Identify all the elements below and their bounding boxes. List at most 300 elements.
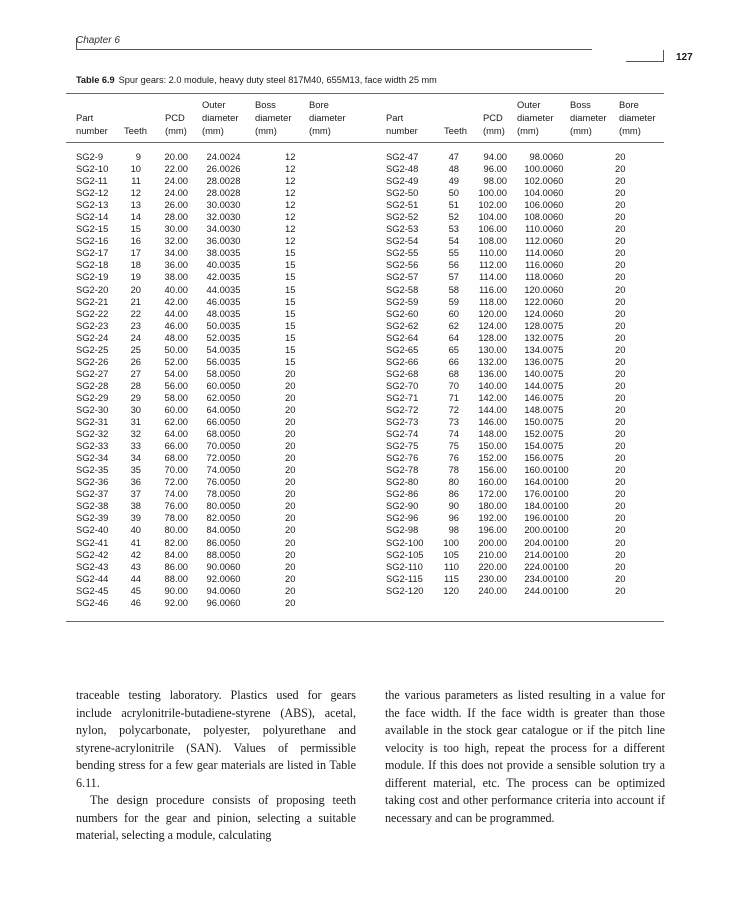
cell-part-number: SG2-90 [386,500,419,512]
cell-pcd: 34.00 [164,247,188,259]
cell-boss-diameter: 100 [553,584,569,596]
cell-part-number: SG2-62 [386,319,419,331]
cell-teeth: 42 [130,548,141,560]
cell-outer-diameter: 32.00 [206,211,230,223]
cell-boss-diameter: 60 [553,187,564,199]
cell-part-number: SG2-115 [386,572,423,584]
cell-bore-diameter: 15 [285,355,296,367]
cell-teeth: 53 [448,223,459,235]
gear-table-left [76,151,315,609]
cell-bore-diameter: 20 [285,500,296,512]
cell-teeth: 60 [448,307,459,319]
table-caption-text: Spur gears: 2.0 module, heavy duty steel 817M40, 655M13, face width 25 mm [118,75,437,85]
table-row [76,151,315,163]
cell-pcd: 66.00 [164,440,188,452]
cell-outer-diameter: 82.00 [206,512,230,524]
cell-pcd: 22.00 [164,163,188,175]
cell-part-number: SG2-80 [386,476,419,488]
cell-teeth: 74 [448,428,459,440]
cell-pcd: 104.00 [478,211,507,223]
cell-boss-diameter: 35 [230,307,241,319]
cell-part-number: SG2-26 [76,355,109,367]
cell-boss-diameter: 50 [230,452,241,464]
cell-teeth: 13 [130,199,141,211]
table-row [386,392,635,404]
cell-outer-diameter: 50.00 [206,319,230,331]
cell-teeth: 54 [448,235,459,247]
cell-outer-diameter: 114.00 [525,247,553,259]
header-part: Part number [76,112,108,136]
cell-outer-diameter: 244.00 [524,584,553,596]
cell-boss-diameter: 50 [230,428,241,440]
cell-outer-diameter: 184.00 [524,500,553,512]
cell-part-number: SG2-64 [386,331,419,343]
table-row [386,356,635,368]
cell-boss-diameter: 60 [553,307,564,319]
cell-outer-diameter: 224.00 [524,560,553,572]
cell-teeth: 28 [130,379,141,391]
cell-bore-diameter: 20 [615,355,626,367]
cell-pcd: 30.00 [164,223,188,235]
header-part: Part number [386,112,418,136]
cell-pcd: 156.00 [478,464,507,476]
cell-pcd: 82.00 [164,536,188,548]
cell-outer-diameter: 136.00 [524,355,553,367]
cell-boss-diameter: 24 [230,151,241,162]
cell-bore-diameter: 20 [615,343,626,355]
cell-part-number: SG2-65 [386,343,419,355]
cell-teeth: 105 [443,548,459,560]
cell-bore-diameter: 20 [285,560,296,572]
cell-pcd: 98.00 [483,175,507,187]
table-row [76,404,315,416]
cell-boss-diameter: 50 [230,500,241,512]
table-row [386,332,635,344]
header-rule-tick-right [663,50,664,61]
cell-bore-diameter: 20 [615,512,626,524]
cell-part-number: SG2-34 [76,452,109,464]
cell-teeth: 96 [448,512,459,524]
table-row [76,308,315,320]
cell-pcd: 136.00 [478,367,507,379]
table-row [76,488,315,500]
table-row [76,259,315,271]
cell-outer-diameter: 100.00 [524,163,553,175]
cell-part-number: SG2-48 [386,163,419,175]
cell-boss-diameter: 60 [553,295,564,307]
cell-boss-diameter: 60 [553,271,564,283]
cell-bore-diameter: 20 [615,271,626,283]
table-row [76,585,315,597]
table-row [76,223,315,235]
cell-teeth: 35 [130,464,141,476]
cell-bore-diameter: 20 [615,307,626,319]
cell-bore-diameter: 20 [615,500,626,512]
cell-pcd: 142.00 [478,391,507,403]
body-text-right-column [385,687,665,827]
cell-pcd: 108.00 [478,235,507,247]
cell-part-number: SG2-39 [76,512,109,524]
cell-teeth: 30 [130,403,141,415]
table-row [386,199,635,211]
cell-teeth: 90 [448,500,459,512]
table-row [386,308,635,320]
cell-outer-diameter: 204.00 [524,536,553,548]
cell-bore-diameter: 12 [285,175,296,187]
table-row [76,512,315,524]
table-row [386,380,635,392]
cell-part-number: SG2-18 [76,259,109,271]
table-row [76,392,315,404]
cell-bore-diameter: 12 [285,211,296,223]
cell-outer-diameter: 234.00 [524,572,553,584]
cell-bore-diameter: 12 [285,223,296,235]
cell-boss-diameter: 50 [230,391,241,403]
table-row [76,199,315,211]
cell-boss-diameter: 75 [553,452,564,464]
cell-outer-diameter: 102.00 [524,175,553,187]
cell-part-number: SG2-10 [76,163,109,175]
cell-pcd: 200.00 [478,536,507,548]
cell-part-number: SG2-13 [76,199,109,211]
table-row [76,296,315,308]
cell-boss-diameter: 100 [553,548,569,560]
body-text-left-column [76,687,356,845]
cell-bore-diameter: 15 [285,259,296,271]
cell-boss-diameter: 60 [230,584,241,596]
cell-pcd: 144.00 [478,403,507,415]
paragraph: the various parameters as listed resulting in a value for the face width. If the face width is greater than those available in the stock gear catalogue or if the pitch line velocity is too high, repeat the process for a different module. If this does not provide a sensible solution try a different material, etc. The process can be optimized taking cost and other performance criteria into account if necessary and can be programmed. [385,688,665,825]
cell-boss-diameter: 50 [230,464,241,476]
cell-boss-diameter: 100 [553,524,569,536]
cell-bore-diameter: 20 [615,536,626,548]
cell-outer-diameter: 146.00 [524,391,553,403]
cell-pcd: 116.00 [479,283,507,295]
cell-boss-diameter: 30 [230,235,241,247]
table-row [386,524,635,536]
table-row [76,452,315,464]
cell-part-number: SG2-105 [386,548,424,560]
cell-boss-diameter: 35 [230,355,241,367]
cell-teeth: 65 [448,343,459,355]
cell-pcd: 132.00 [478,355,507,367]
table-row [386,259,635,271]
cell-boss-diameter: 50 [230,524,241,536]
cell-teeth: 64 [448,331,459,343]
cell-outer-diameter: 128.00 [524,319,553,331]
cell-outer-diameter: 52.00 [206,331,230,343]
cell-boss-diameter: 100 [553,560,569,572]
table-row [76,356,315,368]
cell-part-number: SG2-96 [386,512,419,524]
cell-part-number: SG2-59 [386,295,419,307]
cell-part-number: SG2-55 [386,247,419,259]
cell-pcd: 148.00 [478,428,507,440]
cell-pcd: 106.00 [478,223,507,235]
cell-teeth: 24 [130,331,141,343]
cell-outer-diameter: 160.00 [524,464,553,476]
table-row [76,187,315,199]
cell-bore-diameter: 20 [615,319,626,331]
cell-boss-diameter: 35 [230,295,241,307]
cell-pcd: 172.00 [478,488,507,500]
cell-boss-diameter: 75 [553,343,564,355]
cell-bore-diameter: 20 [615,295,626,307]
table-row [76,332,315,344]
cell-boss-diameter: 35 [230,271,241,283]
table-row [386,585,635,597]
cell-bore-diameter: 20 [615,476,626,488]
cell-part-number: SG2-44 [76,572,109,584]
cell-part-number: SG2-14 [76,211,109,223]
cell-bore-diameter: 15 [285,283,296,295]
cell-boss-diameter: 35 [230,331,241,343]
cell-teeth: 80 [448,476,459,488]
cell-part-number: SG2-74 [386,428,419,440]
cell-teeth: 9 [135,151,141,162]
table-row [76,247,315,259]
cell-part-number: SG2-100 [386,536,424,548]
table-row [386,428,635,440]
cell-bore-diameter: 20 [615,259,626,271]
cell-boss-diameter: 75 [553,367,564,379]
header-teeth: Teeth [444,125,467,136]
cell-teeth: 10 [130,163,141,175]
cell-boss-diameter: 35 [230,283,241,295]
table-row [76,524,315,536]
cell-teeth: 76 [448,452,459,464]
cell-outer-diameter: 38.00 [206,247,230,259]
cell-outer-diameter: 36.00 [206,235,230,247]
cell-bore-diameter: 20 [285,584,296,596]
cell-outer-diameter: 144.00 [524,379,553,391]
cell-pcd: 84.00 [164,548,188,560]
cell-outer-diameter: 112.00 [525,235,553,247]
cell-part-number: SG2-60 [386,307,419,319]
cell-boss-diameter: 60 [553,211,564,223]
cell-boss-diameter: 50 [230,512,241,524]
cell-teeth: 98 [448,524,459,536]
cell-teeth: 68 [448,367,459,379]
cell-bore-diameter: 20 [615,560,626,572]
cell-bore-diameter: 20 [615,235,626,247]
cell-teeth: 72 [448,403,459,415]
cell-teeth: 48 [448,163,459,175]
cell-bore-diameter: 20 [615,548,626,560]
cell-bore-diameter: 15 [285,343,296,355]
cell-bore-diameter: 20 [285,428,296,440]
cell-boss-diameter: 60 [553,247,564,259]
cell-boss-diameter: 50 [230,440,241,452]
cell-pcd: 230.00 [478,572,507,584]
cell-pcd: 120.00 [478,307,507,319]
cell-teeth: 12 [130,187,141,199]
table-bottom-rule [66,621,664,622]
cell-bore-diameter: 12 [285,163,296,175]
header-outer-diameter: Outer diameter (mm) [202,99,239,136]
cell-bore-diameter: 12 [285,187,296,199]
cell-pcd: 24.00 [164,187,188,199]
cell-part-number: SG2-56 [386,259,419,271]
cell-boss-diameter: 60 [553,175,564,187]
table-row [76,368,315,380]
cell-bore-diameter: 15 [285,295,296,307]
cell-pcd: 90.00 [164,584,188,596]
cell-outer-diameter: 72.00 [206,452,230,464]
cell-part-number: SG2-50 [386,187,419,199]
cell-teeth: 50 [448,187,459,199]
cell-teeth: 21 [130,295,141,307]
table-row [386,368,635,380]
cell-part-number: SG2-57 [386,271,419,283]
cell-boss-diameter: 60 [553,223,564,235]
cell-pcd: 140.00 [478,379,507,391]
cell-part-number: SG2-40 [76,524,109,536]
cell-teeth: 75 [448,440,459,452]
cell-part-number: SG2-12 [76,187,109,199]
cell-pcd: 50.00 [164,343,188,355]
cell-pcd: 152.00 [478,452,507,464]
cell-outer-diameter: 76.00 [206,476,230,488]
cell-bore-diameter: 20 [615,283,626,295]
table-row [76,380,315,392]
cell-pcd: 40.00 [164,283,188,295]
cell-teeth: 46 [130,596,141,608]
table-row [386,464,635,476]
cell-part-number: SG2-9 [76,151,104,162]
cell-outer-diameter: 90.00 [206,560,230,572]
cell-part-number: SG2-52 [386,211,419,223]
cell-bore-diameter: 20 [285,452,296,464]
cell-outer-diameter: 140.00 [524,367,553,379]
cell-boss-diameter: 50 [230,367,241,379]
cell-outer-diameter: 156.00 [524,452,553,464]
cell-pcd: 92.00 [164,596,188,608]
table-row [386,416,635,428]
cell-pcd: 74.00 [164,488,188,500]
cell-bore-diameter: 20 [285,488,296,500]
cell-outer-diameter: 110.00 [525,223,553,235]
cell-teeth: 26 [130,355,141,367]
cell-outer-diameter: 24.00 [206,151,230,162]
header-bore-diameter: Bore diameter (mm) [619,99,656,136]
cell-bore-diameter: 20 [615,223,626,235]
cell-part-number: SG2-29 [76,391,109,403]
cell-outer-diameter: 66.00 [206,416,230,428]
cell-outer-diameter: 40.00 [206,259,230,271]
cell-boss-diameter: 75 [553,416,564,428]
cell-bore-diameter: 20 [285,596,296,608]
cell-pcd: 44.00 [164,307,188,319]
cell-bore-diameter: 20 [615,367,626,379]
cell-boss-diameter: 50 [230,416,241,428]
cell-outer-diameter: 132.00 [524,331,553,343]
cell-boss-diameter: 75 [553,319,564,331]
cell-pcd: 100.00 [478,187,507,199]
table-row [386,175,635,187]
cell-bore-diameter: 20 [615,428,626,440]
cell-part-number: SG2-98 [386,524,419,536]
cell-boss-diameter: 75 [553,379,564,391]
cell-teeth: 45 [130,584,141,596]
table-row [386,211,635,223]
cell-teeth: 18 [130,259,141,271]
gear-table-right [386,151,635,597]
cell-pcd: 54.00 [164,367,188,379]
header-outer-diameter: Outer diameter (mm) [517,99,554,136]
table-row [386,573,635,585]
cell-pcd: 210.00 [478,548,507,560]
cell-part-number: SG2-120 [386,584,424,596]
cell-part-number: SG2-76 [386,452,419,464]
cell-teeth: 33 [130,440,141,452]
cell-part-number: SG2-25 [76,343,109,355]
cell-outer-diameter: 152.00 [524,428,553,440]
cell-teeth: 37 [130,488,141,500]
cell-outer-diameter: 120.00 [524,283,553,295]
paragraph: The design procedure consists of proposing teeth numbers for the gear and pinion, selecting a suitable material, selecting a module, calculating [76,793,356,842]
cell-part-number: SG2-11 [76,175,108,187]
cell-bore-diameter: 20 [615,488,626,500]
cell-pcd: 112.00 [479,259,507,271]
cell-outer-diameter: 134.00 [524,343,553,355]
cell-teeth: 56 [448,259,459,271]
cell-outer-diameter: 28.00 [206,187,230,199]
cell-boss-diameter: 100 [553,488,569,500]
cell-boss-diameter: 35 [230,259,241,271]
cell-teeth: 11 [131,175,141,187]
table-row [386,512,635,524]
cell-outer-diameter: 118.00 [525,271,553,283]
cell-part-number: SG2-42 [76,548,109,560]
cell-bore-diameter: 20 [285,524,296,536]
cell-boss-diameter: 75 [553,391,564,403]
table-row [76,573,315,585]
cell-teeth: 59 [448,295,459,307]
cell-boss-diameter: 28 [230,187,241,199]
cell-teeth: 66 [448,355,459,367]
header-bore-diameter: Bore diameter (mm) [309,99,346,136]
table-row [386,404,635,416]
cell-pcd: 146.00 [478,416,507,428]
cell-part-number: SG2-36 [76,476,109,488]
cell-pcd: 96.00 [483,163,507,175]
cell-boss-diameter: 30 [230,223,241,235]
cell-teeth: 34 [130,452,141,464]
cell-bore-diameter: 20 [285,476,296,488]
cell-pcd: 94.00 [483,151,507,162]
cell-boss-diameter: 35 [230,247,241,259]
paragraph: traceable testing laboratory. Plastics used for gears include acrylonitrile-butadiene-styrene (ABS), acetal, nylon, polycarbonate, polyester, polyurethane and styrene-acrylonitrile (SAN). Values of permissible bending stress for a few gear materials are listed in Table 6.11. [76,688,356,790]
cell-teeth: 27 [130,367,141,379]
table-row [386,440,635,452]
cell-teeth: 57 [448,271,459,283]
cell-pcd: 160.00 [478,476,507,488]
cell-boss-diameter: 28 [230,175,241,187]
cell-pcd: 196.00 [478,524,507,536]
table-row [386,163,635,175]
cell-part-number: SG2-21 [76,295,109,307]
table-row [386,296,635,308]
cell-bore-diameter: 20 [285,403,296,415]
cell-outer-diameter: 98.00 [529,151,553,162]
cell-outer-diameter: 60.00 [206,379,230,391]
table-row [386,537,635,549]
cell-teeth: 100 [443,536,459,548]
cell-teeth: 110 [444,560,459,572]
cell-outer-diameter: 46.00 [206,295,230,307]
cell-outer-diameter: 28.00 [206,175,230,187]
